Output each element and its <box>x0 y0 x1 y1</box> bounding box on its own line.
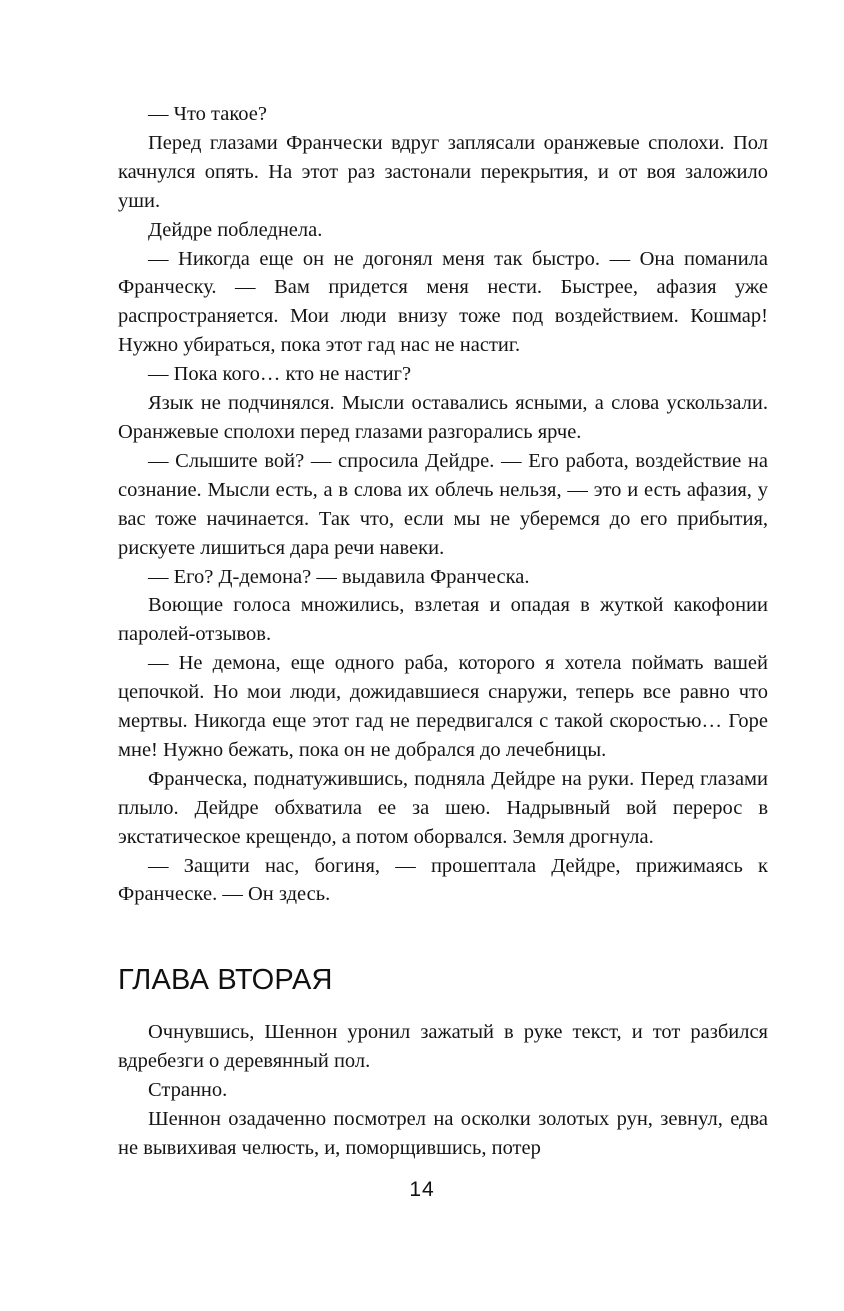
paragraph: Перед глазами Франчески вдруг заплясали оранжевые сполохи. Пол качнулся опять. На этот раз застонали перекрытия, и от воя заложило уши. <box>118 131 768 212</box>
paragraph: — Что такое? <box>148 103 267 125</box>
paragraph: Франческа, поднатужившись, подняла Дейдре на руки. Перед глазами плыло. Дейдре обхватила ее за шею. Надрывный вой перерос в экстатическое крещендо, а потом оборвался. Земля дрогнула. <box>118 767 768 848</box>
paragraph: Язык не подчинялся. Мысли оставались ясными, а слова ускользали. Оранжевые сполохи перед глазами разгорались ярче. <box>118 392 768 443</box>
chapter-heading: ГЛАВА ВТОРАЯ <box>118 964 333 996</box>
paragraph: Странно. <box>148 1078 228 1101</box>
chapter-text <box>118 1018 768 1163</box>
paragraph: — Пока кого… кто не настиг? <box>148 363 412 386</box>
paragraph: — Его? Д-демона? — выдавила Франческа. <box>148 565 530 588</box>
paragraph: — Никогда еще он не догонял меня так быстро. — Она поманила Франческу. — Вам придется меня нести. Быстрее, афазия уже распространяется. Мои люди внизу тоже под воздействием. Кошмар! Нужно убираться, пока этот гад нас не настиг. <box>118 247 768 357</box>
paragraph: Шеннон озадаченно посмотрел на осколки золотых рун, зевнул, едва не вывихивая челюсть, и, поморщившись, потер <box>118 1107 768 1159</box>
paragraph: — Слышите вой? — спросила Дейдре. — Его работа, воздействие на сознание. Мысли есть, а в слова их облечь нельзя, — это и есть афазия, у вас тоже начинается. Так что, если мы не уберемся до его прибытия, рискуете лишиться дара речи навеки. <box>118 449 768 559</box>
paragraph: — Защити нас, богиня, — прошептала Дейдре, прижимаясь к Франческе. — Он здесь. <box>118 854 768 906</box>
paragraph: Воющие голоса множились, взлетая и опадая в жуткой какофонии паролей-отзывов. <box>118 594 768 646</box>
paragraph: Дейдре побледнела. <box>148 218 323 241</box>
body-text <box>118 100 768 909</box>
paragraph: — Не демона, еще одного раба, которого я хотела поймать вашей цепочкой. Но мои люди, дожидавшиеся снаружи, теперь все равно что мертвы. Никогда еще этот гад не передвигался с такой скоростью… Горе мне! Нужно бежать, пока он не добрался до лечебницы. <box>118 652 768 761</box>
paragraph: Очнувшись, Шеннон уронил зажатый в руке текст, и тот разбился вдребезги о деревянный пол. <box>118 1021 768 1072</box>
page-number: 14 <box>409 1178 435 1201</box>
